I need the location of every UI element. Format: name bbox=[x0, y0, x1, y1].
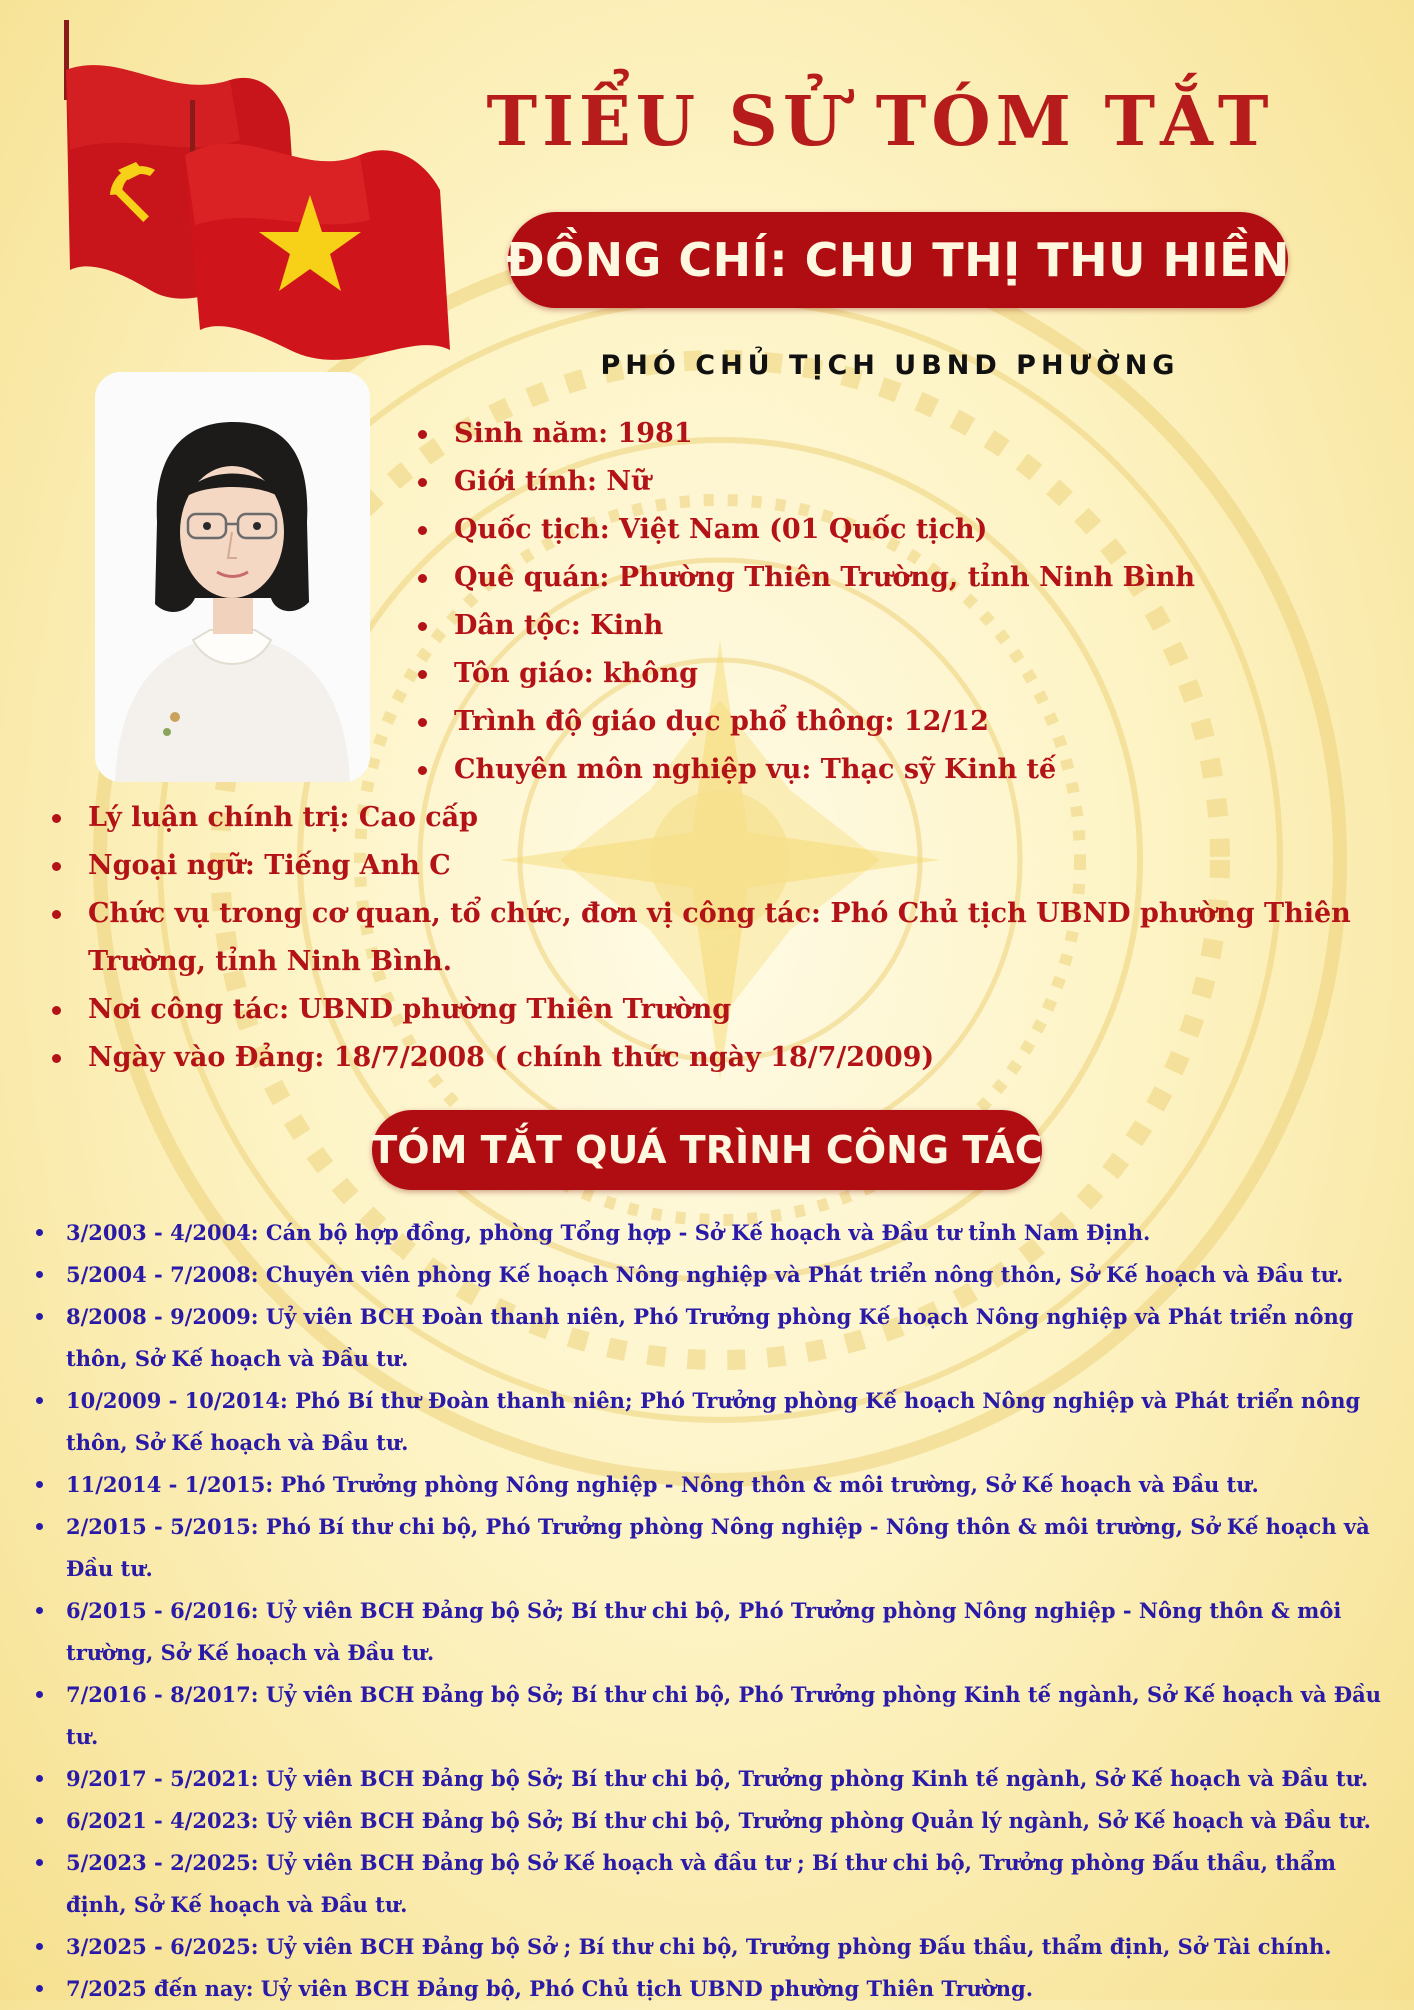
info-item: Sinh năm: 1981 bbox=[416, 410, 1195, 458]
career-section-banner bbox=[372, 1110, 1042, 1190]
position-title: PHÓ CHỦ TỊCH UBND PHƯỜNG bbox=[600, 350, 1180, 381]
career-item: 11/2014 - 1/2015: Phó Trưởng phòng Nông nghiệp - Nông thôn & môi trường, Sở Kế hoạch và Đầu tư. bbox=[30, 1464, 1400, 1506]
personal-info-list-continued bbox=[50, 794, 1380, 1082]
career-item: 6/2015 - 6/2016: Uỷ viên BCH Đảng bộ Sở; Bí thư chi bộ, Phó Trưởng phòng Nông nghiệp - Nông thôn & môi trường, Sở Kế hoạch và Đầu tư. bbox=[30, 1590, 1400, 1674]
info-item: Quốc tịch: Việt Nam (01 Quốc tịch) bbox=[416, 506, 1195, 554]
career-item: 5/2004 - 7/2008: Chuyên viên phòng Kế hoạch Nông nghiệp và Phát triển nông thôn, Sở Kế hoạch và Đầu tư. bbox=[30, 1254, 1400, 1296]
info-item: Nơi công tác: UBND phường Thiên Trường bbox=[50, 986, 1380, 1034]
info-item: Lý luận chính trị: Cao cấp bbox=[50, 794, 1380, 842]
career-item: 3/2025 - 6/2025: Uỷ viên BCH Đảng bộ Sở ; Bí thư chi bộ, Trưởng phòng Đấu thầu, thẩm định, Sở Tài chính. bbox=[30, 1926, 1400, 1968]
person-name: ĐỒNG CHÍ: CHU THỊ THU HIỀN bbox=[505, 233, 1291, 287]
info-item: Trình độ giáo dục phổ thông: 12/12 bbox=[416, 698, 1195, 746]
career-item: 7/2025 đến nay: Uỷ viên BCH Đảng bộ, Phó Chủ tịch UBND phường Thiên Trường. bbox=[30, 1968, 1400, 2010]
info-item: Giới tính: Nữ bbox=[416, 458, 1195, 506]
career-section-title: TÓM TẮT QUÁ TRÌNH CÔNG TÁC bbox=[371, 1128, 1043, 1172]
career-item: 2/2015 - 5/2015: Phó Bí thư chi bộ, Phó Trưởng phòng Nông nghiệp - Nông thôn & môi trường, Sở Kế hoạch và Đầu tư. bbox=[30, 1506, 1400, 1590]
flags-illustration bbox=[30, 20, 460, 380]
career-item: 9/2017 - 5/2021: Uỷ viên BCH Đảng bộ Sở; Bí thư chi bộ, Trưởng phòng Kinh tế ngành, Sở Kế hoạch và Đầu tư. bbox=[30, 1758, 1400, 1800]
info-item: Dân tộc: Kinh bbox=[416, 602, 1195, 650]
info-item: Ngoại ngữ: Tiếng Anh C bbox=[50, 842, 1380, 890]
career-item: 10/2009 - 10/2014: Phó Bí thư Đoàn thanh niên; Phó Trưởng phòng Kế hoạch Nông nghiệp và Phát triển nông thôn, Sở Kế hoạch và Đầu tư. bbox=[30, 1380, 1400, 1464]
career-item: 3/2003 - 4/2004: Cán bộ hợp đồng, phòng Tổng hợp - Sở Kế hoạch và Đầu tư tỉnh Nam Định. bbox=[30, 1212, 1400, 1254]
info-item: Chức vụ trong cơ quan, tổ chức, đơn vị công tác: Phó Chủ tịch UBND phường Thiên Trường, tỉnh Ninh Bình. bbox=[50, 890, 1380, 986]
career-item: 5/2023 - 2/2025: Uỷ viên BCH Đảng bộ Sở Kế hoạch và đầu tư ; Bí thư chi bộ, Trưởng phòng Đấu thầu, thẩm định, Sở Kế hoạch và Đầu tư. bbox=[30, 1842, 1400, 1926]
career-item: 6/2021 - 4/2023: Uỷ viên BCH Đảng bộ Sở; Bí thư chi bộ, Trưởng phòng Quản lý ngành, Sở Kế hoạch và Đầu tư. bbox=[30, 1800, 1400, 1842]
career-item: 8/2008 - 9/2009: Uỷ viên BCH Đoàn thanh niên, Phó Trưởng phòng Kế hoạch Nông nghiệp và Phát triển nông thôn, Sở Kế hoạch và Đầu tư. bbox=[30, 1296, 1400, 1380]
personal-info-list bbox=[416, 410, 1195, 794]
name-banner bbox=[505, 212, 1291, 308]
info-item: Chuyên môn nghiệp vụ: Thạc sỹ Kinh tế bbox=[416, 746, 1195, 794]
portrait-photo bbox=[95, 372, 370, 782]
info-item: Quê quán: Phường Thiên Trường, tỉnh Ninh Bình bbox=[416, 554, 1195, 602]
info-item: Ngày vào Đảng: 18/7/2008 ( chính thức ngày 18/7/2009) bbox=[50, 1034, 1380, 1082]
info-item: Tôn giáo: không bbox=[416, 650, 1195, 698]
page-title: TIỂU SỬ TÓM TẮT bbox=[486, 82, 1274, 162]
career-item: 7/2016 - 8/2017: Uỷ viên BCH Đảng bộ Sở; Bí thư chi bộ, Phó Trưởng phòng Kinh tế ngành, Sở Kế hoạch và Đầu tư. bbox=[30, 1674, 1400, 1758]
portrait-illustration bbox=[95, 372, 370, 782]
career-list bbox=[30, 1212, 1400, 2010]
